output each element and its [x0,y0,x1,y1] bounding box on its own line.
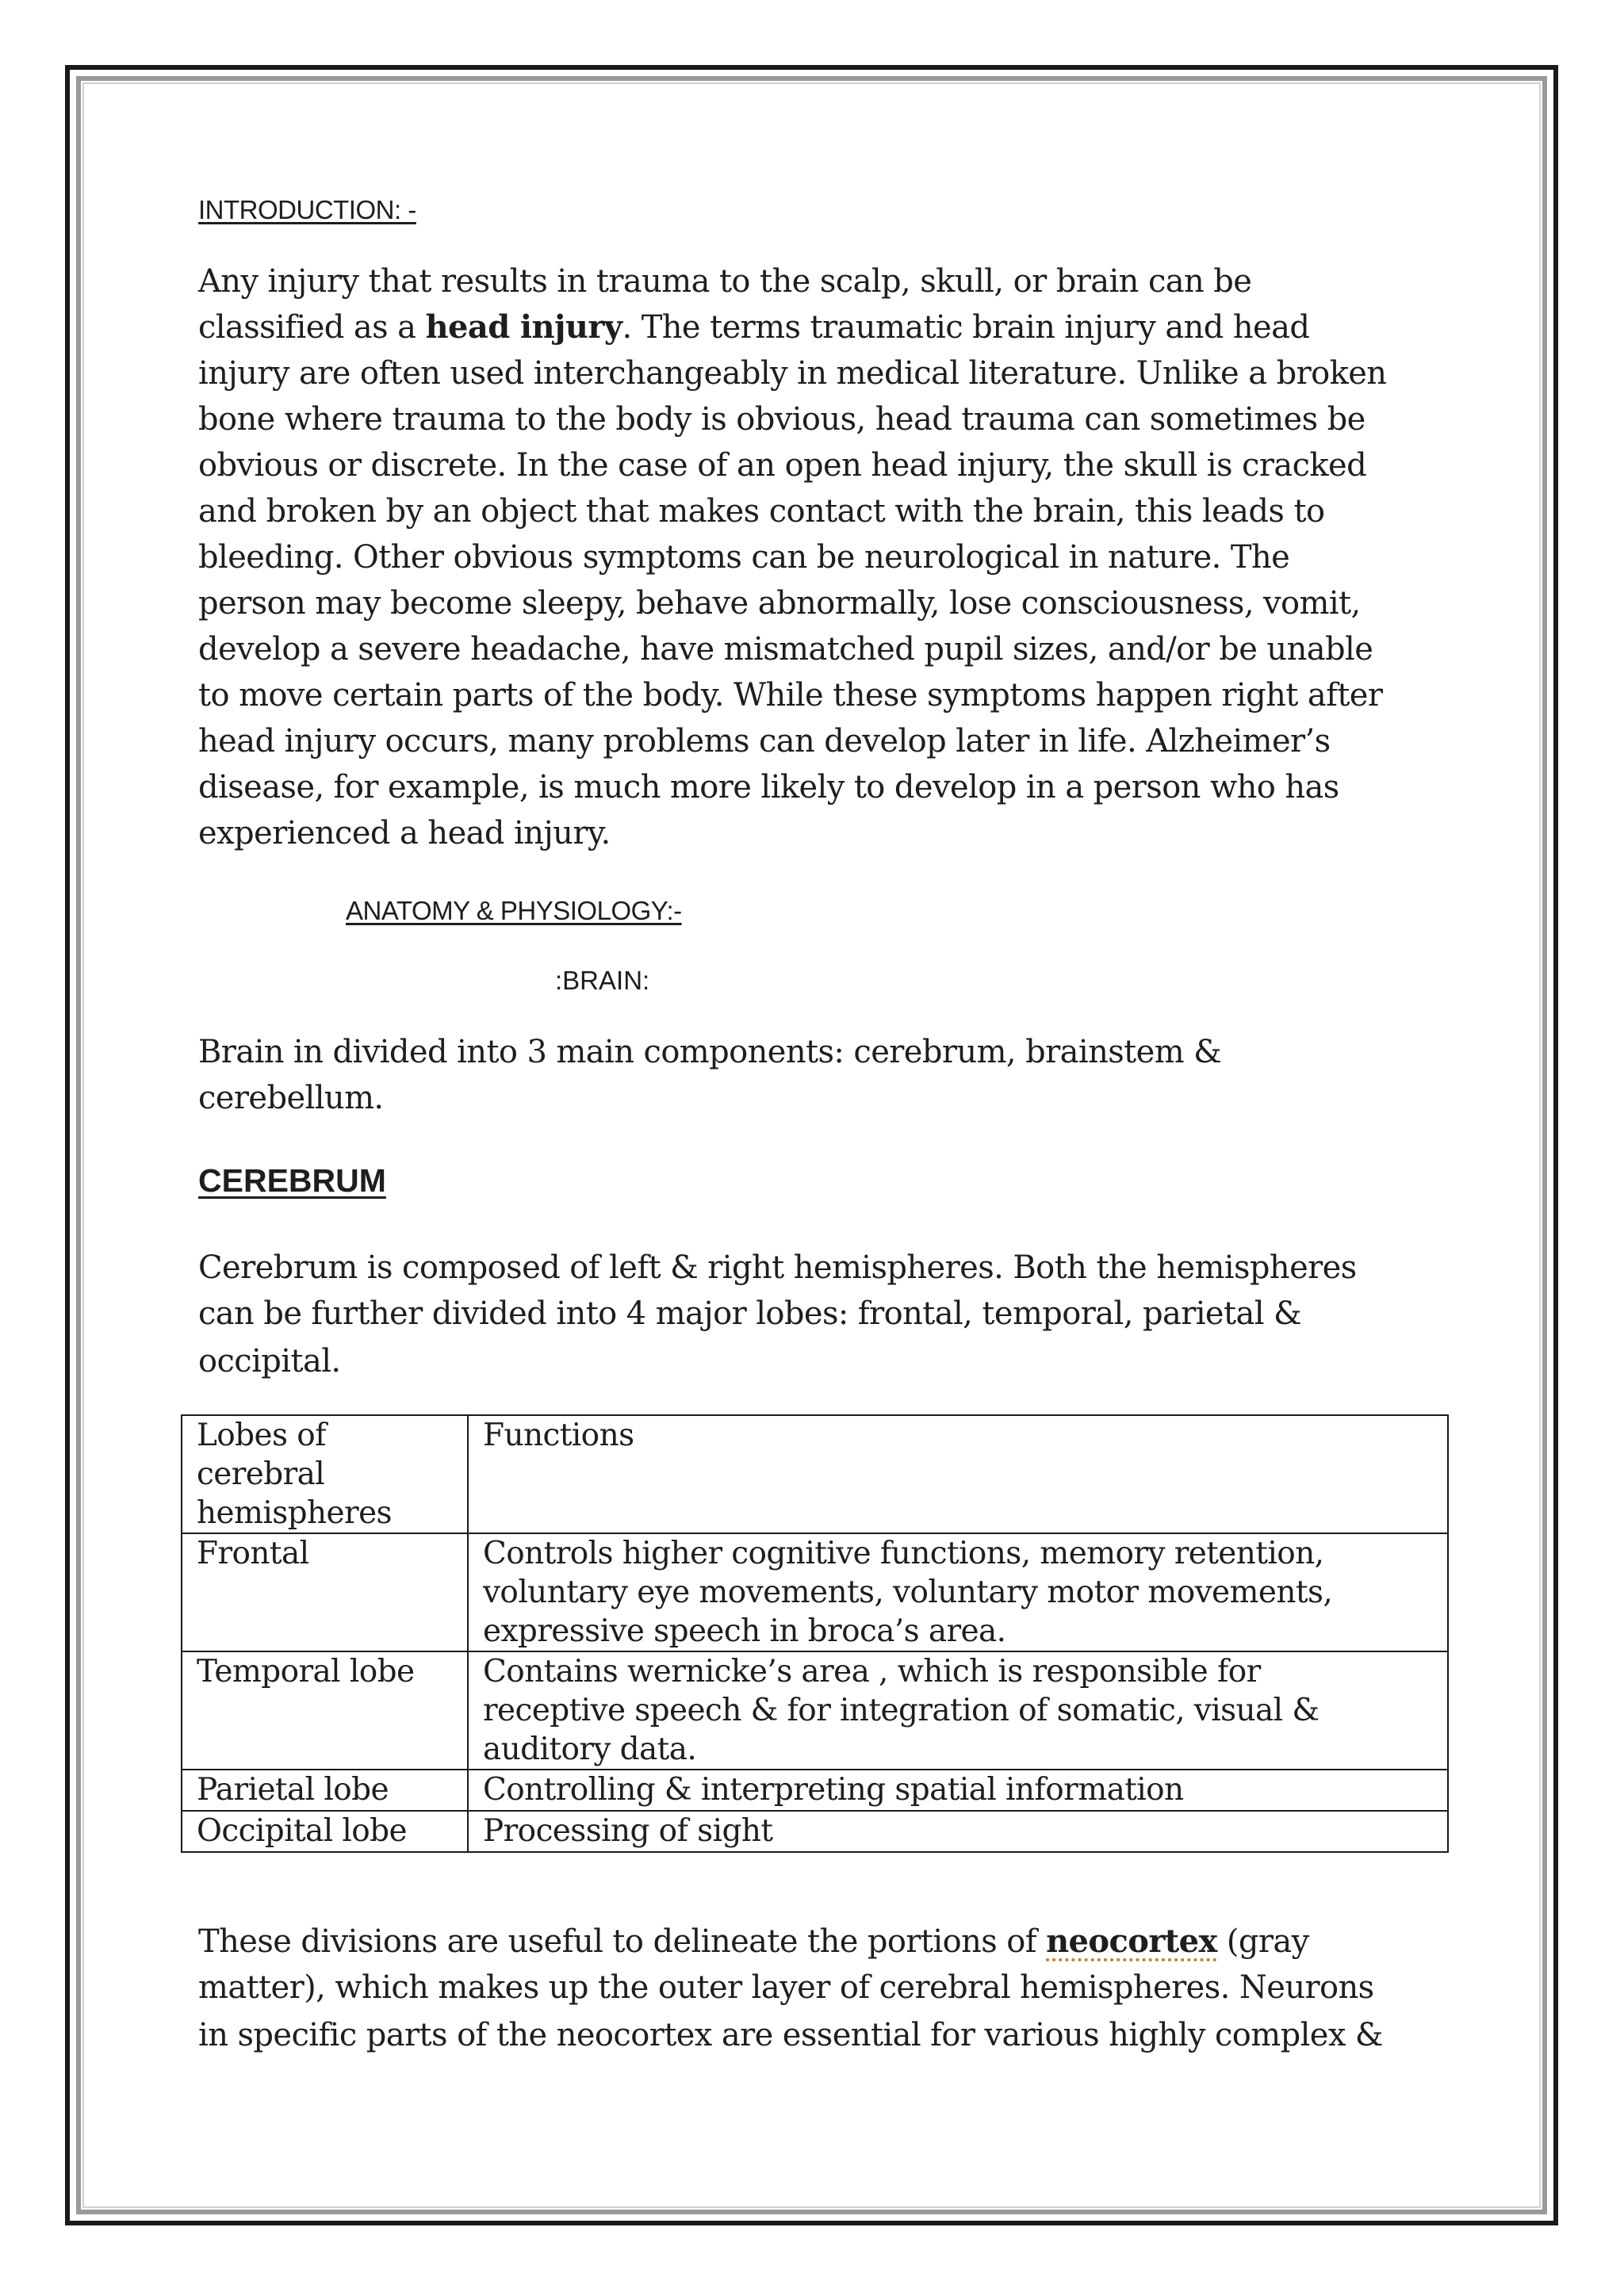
lobe-name: Temporal lobe [197,1654,415,1689]
head-injury-term: head injury [425,308,622,346]
intro-line: develop a severe headache, have mismatched pupil sizes, and/or be unable [198,631,1373,668]
intro-line2-suffix: . [622,309,642,346]
function-cell [468,1651,1448,1770]
anatomy-heading: ANATOMY & PHYSIOLOGY:- [346,896,682,925]
introduction-heading: INTRODUCTION: - [198,195,416,224]
closing-line1-prefix: These divisions are useful to delineate the portions of [198,1923,1047,1960]
function-cell [468,1770,1448,1811]
closing-line [198,1919,1309,1965]
intro-line [198,304,1309,350]
intro-line: injury are often used interchangeably in medical literature. Unlike a broken [198,355,1387,392]
lobe-cell [182,1811,468,1852]
cerebrum-heading: CEREBRUM [198,1162,386,1199]
intro-line: experienced a head injury. [198,815,611,851]
table-row [182,1651,1448,1770]
function-cell [468,1533,1448,1651]
header-lobes-line: Lobes of [197,1418,326,1453]
header-lobes-line: cerebral [197,1456,325,1492]
lobe-cell [182,1533,468,1651]
lobe-name: Occipital lobe [197,1813,407,1849]
function-line: voluntary eye movements, voluntary motor movements, [483,1575,1333,1610]
brain-line: Brain in divided into 3 main components: cerebrum, brainstem & [198,1034,1222,1070]
function-line: Controls higher cognitive functions, memory retention, [483,1536,1324,1571]
lobe-name: Parietal lobe [197,1772,389,1808]
function-line: Controlling & interpreting spatial information [483,1772,1184,1808]
function-cell [468,1811,1448,1852]
intro-line: to move certain parts of the body. While these symptoms happen right after [198,677,1383,714]
cerebrum-line: can be further divided into 4 major lobes: frontal, temporal, parietal & [198,1295,1302,1332]
brain-label: :BRAIN: [555,966,650,995]
function-line: auditory data. [483,1732,697,1767]
closing-line: in specific parts of the neocortex are essential for various highly complex & [198,2017,1383,2053]
function-line: receptive speech & for integration of somatic, visual & [483,1693,1320,1728]
table-row [182,1811,1448,1852]
intro-line: bleeding. Other obvious symptoms can be neurological in nature. The [198,539,1290,576]
intro-line: bone where trauma to the body is obvious, head trauma can sometimes be [198,401,1365,438]
table-row [182,1533,1448,1651]
cerebrum-line: Cerebrum is composed of left & right hemispheres. Both the hemispheres [198,1249,1357,1286]
lobe-cell [182,1651,468,1770]
lobes-table [181,1414,1449,1853]
neocortex-term: neocortex [1046,1923,1217,1960]
closing-line1-suffix: (gray [1216,1923,1309,1960]
closing-line: matter), which makes up the outer layer of cerebral hemispheres. Neurons [198,1969,1374,2006]
lobe-cell [182,1770,468,1811]
cerebrum-line: occipital. [198,1343,341,1380]
function-line: expressive speech in broca’s area. [483,1613,1006,1649]
header-lobes-line: hemispheres [197,1495,392,1531]
intro-line2-prefix: classified as a [198,309,426,346]
intro-line: obvious or discrete. In the case of an open head injury, the skull is cracked [198,447,1367,484]
brain-line: cerebellum. [198,1080,384,1116]
header-lobes-cell [182,1415,468,1533]
table-row [182,1770,1448,1811]
intro-line: person may become sleepy, behave abnormally, lose consciousness, vomit, [198,585,1361,622]
intro-line: disease, for example, is much more likely to develop in a person who has [198,769,1339,806]
intro-line: head injury occurs, many problems can develop later in life. Alzheimer’s [198,723,1331,760]
function-line: Contains wernicke’s area , which is responsible for [483,1654,1261,1689]
lobe-name: Frontal [197,1536,309,1571]
header-functions-label: Functions [483,1418,634,1453]
table-header-row [182,1415,1448,1533]
intro-line: Any injury that results in trauma to the scalp, skull, or brain can be [198,263,1252,300]
function-line: Processing of sight [483,1813,773,1849]
intro-line2-rest: The terms traumatic brain injury and head [641,309,1310,346]
header-functions-cell [468,1415,1448,1533]
intro-line: and broken by an object that makes contact with the brain, this leads to [198,493,1325,530]
